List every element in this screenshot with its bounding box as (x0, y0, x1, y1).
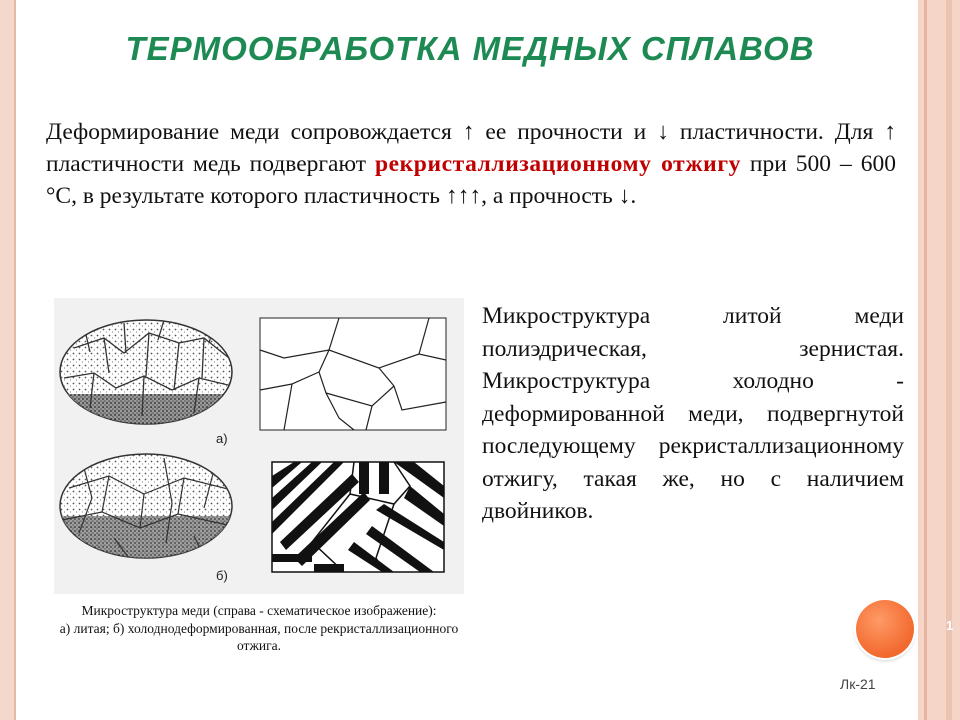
slide-title: ТЕРМООБРАБОТКА МЕДНЫХ СПЛАВОВ (125, 30, 815, 67)
highlight-annealing: рекристаллизационному отжигу (374, 151, 741, 177)
intro-paragraph (46, 116, 896, 212)
figure-label-a: а) (216, 431, 228, 446)
footer-label: Лк-21 (840, 676, 876, 692)
microstructure-image (54, 298, 464, 594)
microstructure-description (482, 300, 904, 528)
page-number: 1 (946, 618, 954, 633)
caption-line-1: Микроструктура меди (справа - схематическое изображение): (81, 603, 437, 618)
schematic-a (260, 318, 446, 430)
caption-line-2: а) литая; б) холоднодеформированная, после рекристаллизационного отжига. (59, 620, 459, 653)
schematic-b (272, 462, 444, 572)
right-frame-stripe (946, 0, 952, 720)
right-frame-border (918, 0, 960, 720)
decorative-orange-circle (856, 600, 914, 658)
right-frame-stripe (924, 0, 927, 720)
figure-caption (54, 602, 464, 655)
figure-label-b: б) (216, 568, 228, 583)
description-text: Микроструктура литой меди полиэдрическая, зернистая. Микроструктура холодно - деформированной меди, подвергнутой последующему рекристаллизационному отжигу, такая же, но с наличием двойников. (482, 303, 904, 524)
microstructure-figure (54, 298, 464, 594)
left-frame-border (0, 0, 16, 720)
paragraph-text-end: при 500 – 600 °С, в результате которого пластичность ↑↑↑, а прочность ↓. (46, 151, 897, 209)
paragraph-text-start: Деформирование меди сопровождается ↑ ее прочности и ↓ пластичности. Для ↑ пластичности медь подвергают (46, 119, 896, 177)
